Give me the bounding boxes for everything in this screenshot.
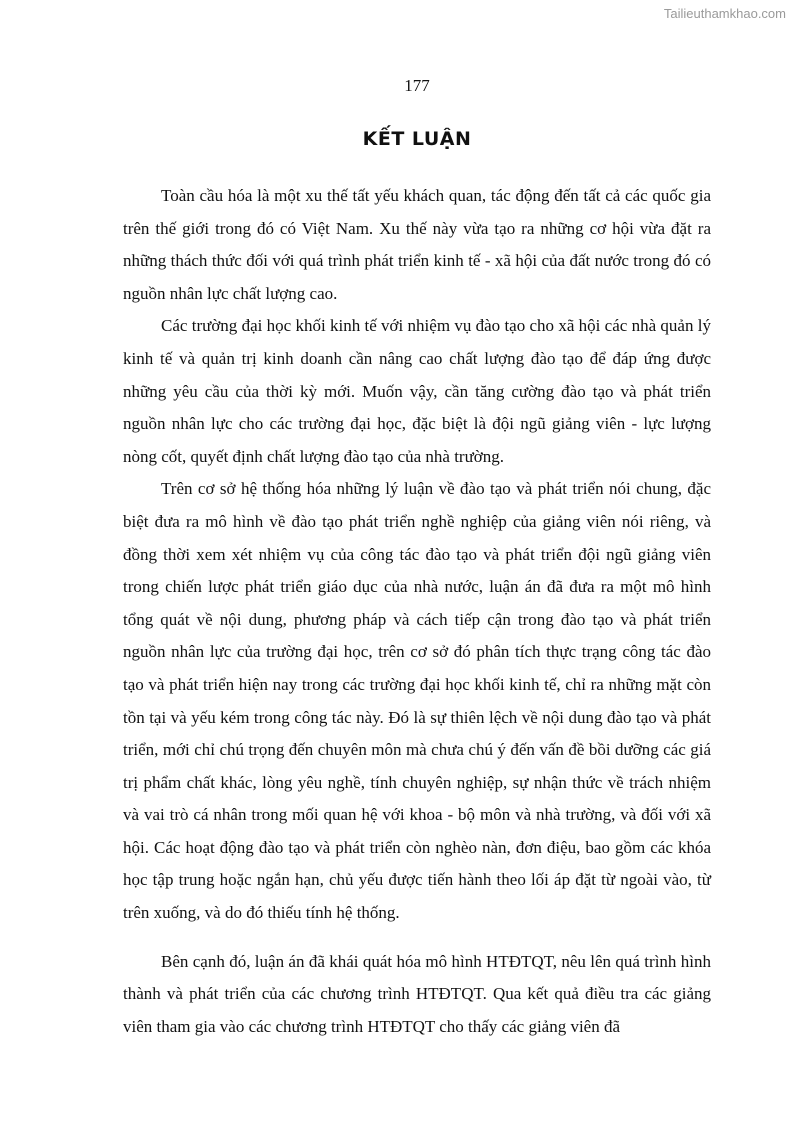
paragraph-4: Bên cạnh đó, luận án đã khái quát hóa mô hình HTĐTQT, nêu lên quá trình hình thành và phát triển của các chương trình HTĐTQT. Qua kết quả điều tra các giảng viên tham gia vào các chương trình HTĐTQT cho thấy các giảng viên đã [123, 951, 711, 1036]
body-text [123, 180, 711, 1043]
page-number: 177 [404, 76, 430, 95]
watermark-text: Tailieuthamkhao.com [663, 6, 786, 21]
paragraph-3: Trên cơ sở hệ thống hóa những lý luận về đào tạo và phát triển nói chung, đặc biệt đưa ra mô hình về đào tạo phát triển nghề nghiệp của giảng viên nói riêng, và đồng thời xem xét nhiệm vụ của công tác đào tạo và phát triển đội ngũ giảng viên trong chiến lược phát triển giáo dục của nhà nước, luận án đã đưa ra một mô hình tổng quát về nội dung, phương pháp và cách tiếp cận trong đào tạo và phát triển nguồn nhân lực của trường đại học, trên cơ sở đó phân tích thực trạng công tác đào tạo và phát triển hiện nay trong các trường đại học khối kinh tế, chỉ ra những mặt còn tồn tại và yếu kém trong công tác này. Đó là sự thiên lệch về nội dung đào tạo và phát triển, mới chỉ chú trọng đến chuyên môn mà chưa chú ý đến vấn đề bồi dưỡng các giá trị phẩm chất khác, lòng yêu nghề, tính chuyên nghiệp, sự nhận thức về trách nhiệm và vai trò cá nhân trong mối quan hệ với khoa - bộ môn và nhà trường, và đối với xã hội. Các hoạt động đào tạo và phát triển còn nghèo nàn, đơn điệu, bao gồm các khóa học tập trung hoặc ngắn hạn, chủ yếu được tiến hành theo lối áp đặt từ ngoài vào, từ trên xuống, và do đó thiếu tính hệ thống. [123, 479, 711, 923]
section-heading: KẾT LUẬN [362, 128, 472, 150]
paragraph-1: Toàn cầu hóa là một xu thế tất yếu khách quan, tác động đến tất cả các quốc gia trên thế giới trong đó có Việt Nam. Xu thế này vừa tạo ra những cơ hội vừa đặt ra những thách thức đối với quá trình phát triển kinh tế - xã hội của đất nước trong đó có nguồn nhân lực chất lượng cao. [123, 186, 711, 303]
paragraph-2: Các trường đại học khối kinh tế với nhiệm vụ đào tạo cho xã hội các nhà quản lý kinh tế và quản trị kinh doanh cần nâng cao chất lượng đào tạo để đáp ứng được những yêu cầu của thời kỳ mới. Muốn vậy, cần tăng cường đào tạo và phát triển nguồn nhân lực cho các trường đại học, đặc biệt là đội ngũ giảng viên - lực lượng nòng cốt, quyết định chất lượng đào tạo của nhà trường. [123, 316, 711, 466]
